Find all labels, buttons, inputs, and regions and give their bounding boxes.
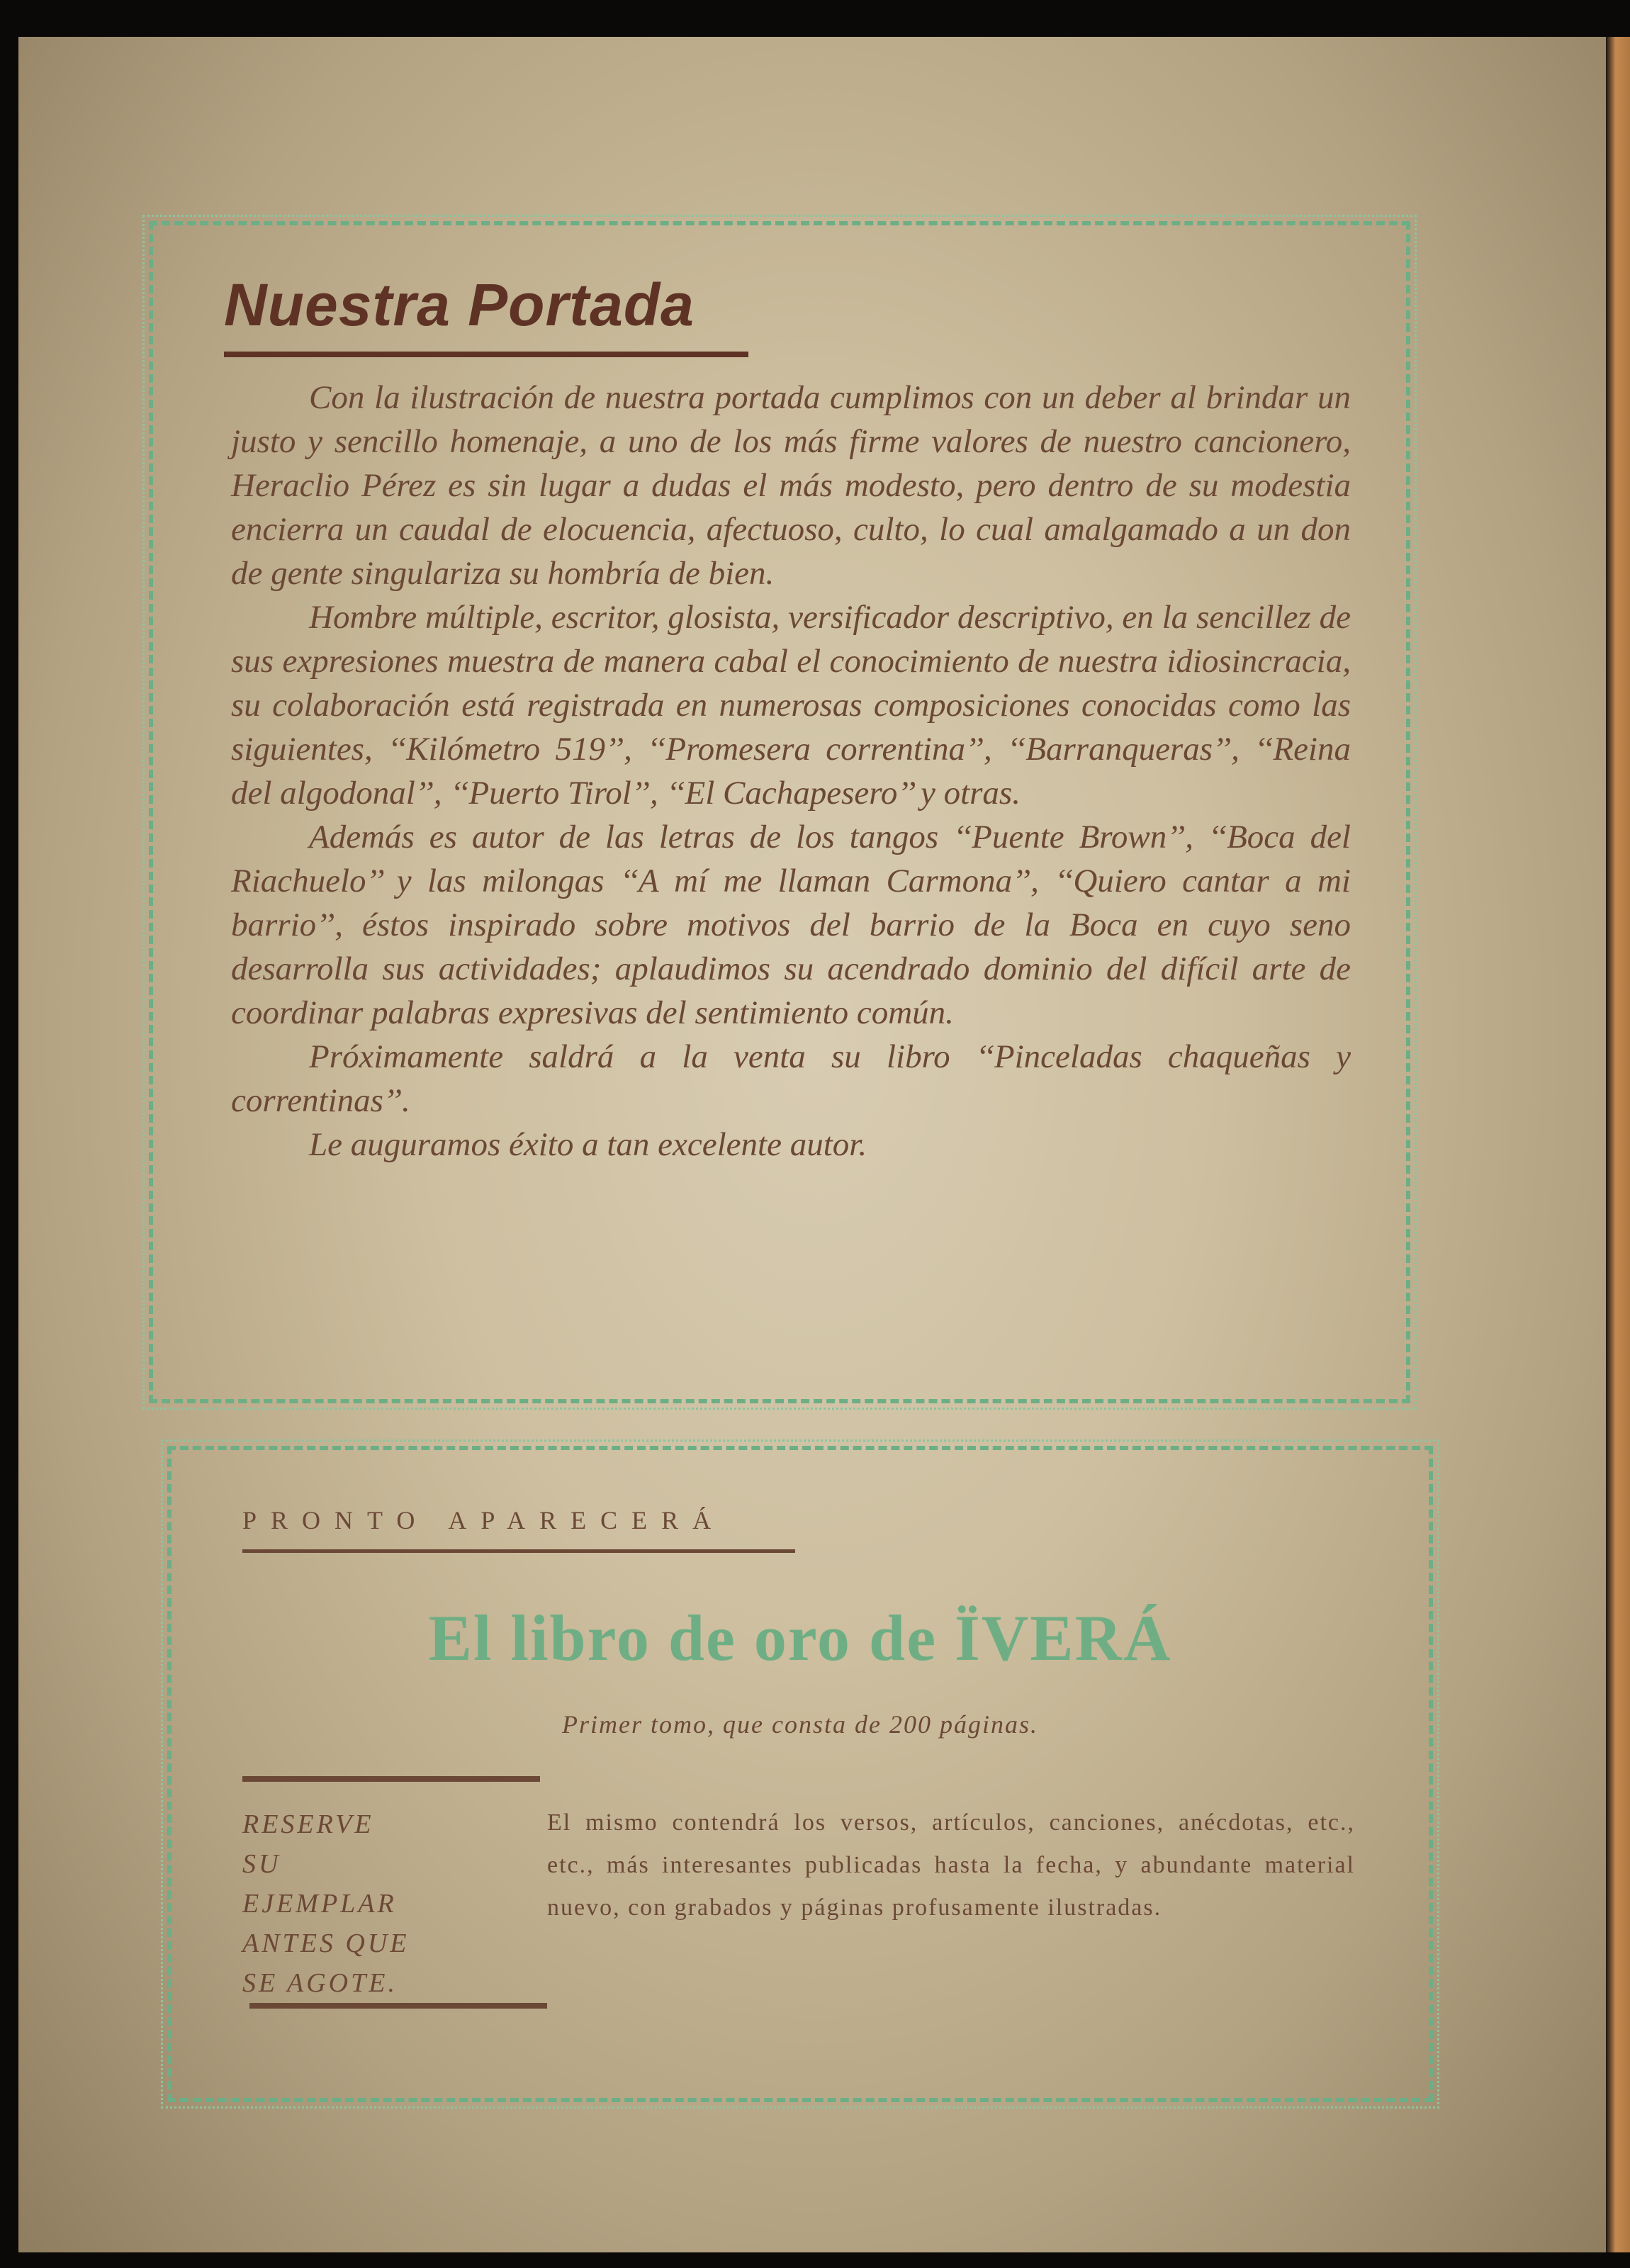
kicker-underline: [242, 1549, 795, 1553]
book-title: El libro de oro de ÏVERÁ: [428, 1602, 1172, 1674]
title-underline: [224, 352, 748, 357]
article-frame: [149, 221, 1410, 1403]
article-paragraph: Además es autor de las letras de los tangos ‘‘Puente Brown’’, ‘‘Boca del Riachuelo’’ y las milongas ‘‘A mí me llaman Carmona’’, ‘‘Quiero cantar a mi barrio’’, éstos inspirado sobre motivos del barrio de la Boca en cuyo seno desarrolla sus actividades; aplaudimos su acendrado dominio del difícil arte de coordinar palabras expresivas del sentimiento común.: [231, 819, 1351, 1031]
book-description: El mismo contendrá los versos, artículos, canciones, anécdotas, etc., etc., más interesantes publicadas hasta la fecha, y abundante material nuevo, con grabados y páginas profusamente ilustradas.: [547, 1809, 1355, 1921]
article-paragraph: Próximamente saldrá a la venta su libro ‘‘Pinceladas chaqueñas y correntinas’’.: [231, 1038, 1351, 1119]
article-body: [231, 376, 1351, 1167]
article-paragraph: Hombre múltiple, escritor, glosista, versificador descriptivo, en la sencillez de sus expresiones muestra de manera cabal el conocimiento de nuestra idiosincracia, su colaboración está registrada en numerosas composiciones conocidas como las siguientes, ‘‘Kilómetro 519’’, ‘‘Promesera correntina’’, ‘‘Barranqueras’’, ‘‘Reina del algodonal’’, ‘‘Puerto Tirol’’, ‘‘El Cachapesero’’ y otras.: [231, 599, 1351, 812]
announcement-kicker: PRONTO APARECERÁ: [242, 1506, 726, 1534]
article-paragraph: Le auguramos éxito a tan excelente autor.: [309, 1126, 867, 1163]
book-subtitle: Primer tomo, que consta de 200 páginas.: [562, 1710, 1038, 1739]
article-paragraph: Con la ilustración de nuestra portada cumplimos con un deber al brindar un justo y sencillo homenaje, a uno de los más firme valores de nuestro cancionero, Heraclio Pérez es sin lugar a dudas el más modesto, pero dentro de su modestia encierra un caudal de elocuencia, afectuoso, culto, lo cual amalgamado a un don de gente singulariza su hombría de bien.: [231, 379, 1351, 592]
reserve-rule-top: [242, 1776, 540, 1782]
article-title: Nuestra Portada: [224, 271, 695, 338]
announcement-frame: [167, 1446, 1433, 2102]
reserve-notice: RESERVE SU EJEMPLAR ANTES QUE SE AGOTE.: [242, 1809, 410, 1998]
page-edge: [1606, 37, 1630, 2252]
reserve-rule-bottom: [249, 2003, 547, 2009]
